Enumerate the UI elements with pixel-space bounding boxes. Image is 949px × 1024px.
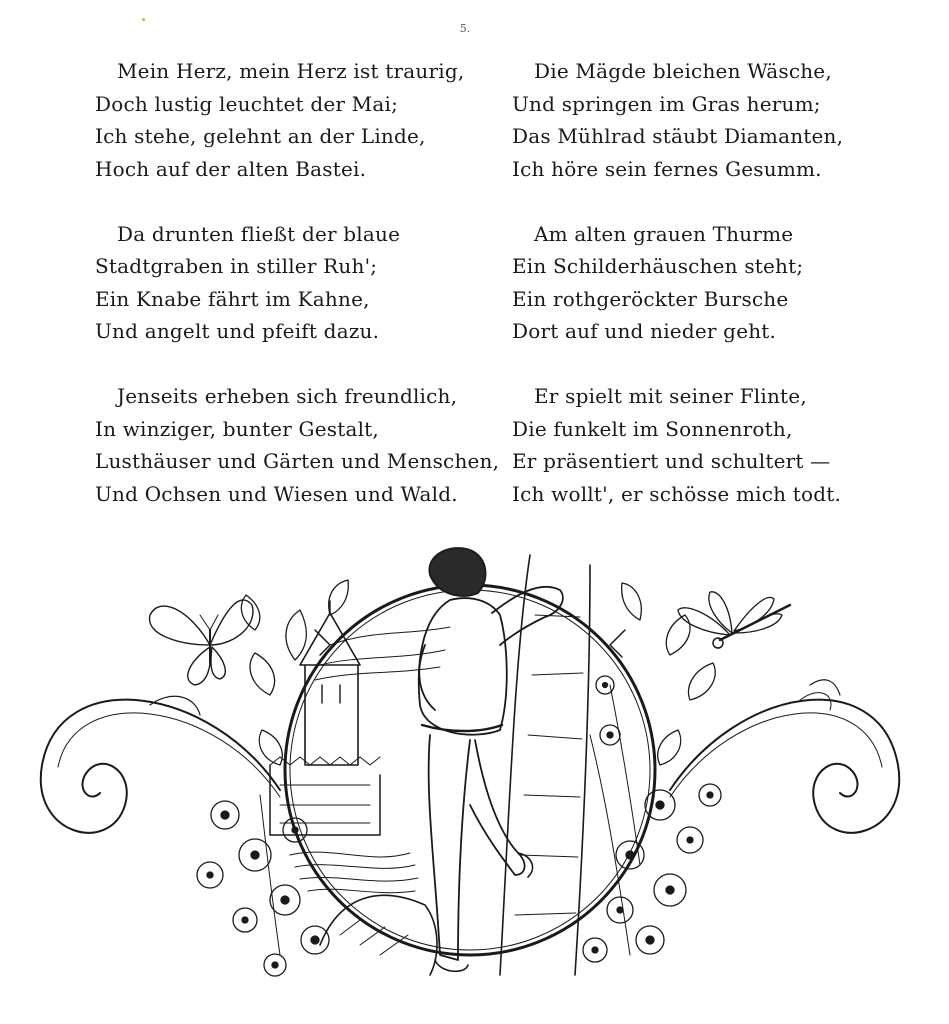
blossom-cluster-left: [197, 801, 329, 976]
verse-line: Lusthäuser und Gärten und Menschen,: [95, 449, 500, 473]
verse-line: Er spielt mit seiner Flinte,: [534, 384, 807, 408]
stanza: [512, 380, 912, 510]
verse-line: Ich stehe, gelehnt an der Linde,: [95, 124, 426, 148]
verse-line: Da drunten fließt der blaue: [117, 221, 401, 246]
boy-figure: [419, 548, 563, 971]
paper-speck: [142, 18, 145, 21]
verse-line: Ich höre sein fernes Gesumm.: [512, 156, 822, 181]
verse-line: Und Ochsen und Wiesen und Wald.: [95, 481, 458, 506]
verse-line: Dort auf und nieder geht.: [512, 319, 777, 343]
stanza: [95, 218, 475, 348]
stanza: [95, 380, 500, 510]
verse-line: Und angelt und pfeift dazu.: [95, 319, 380, 343]
butterfly-icon: [150, 600, 253, 685]
poem-column-right: [512, 55, 912, 543]
verse-line: Die Mägde bleichen Wäsche,: [534, 59, 832, 83]
verse-line: Die funkelt im Sonnenroth,: [512, 416, 793, 441]
poem-column-left: [95, 55, 500, 543]
verse-line: Stadtgraben in stiller Ruh';: [95, 254, 378, 278]
vignette-illustration: [30, 535, 910, 1015]
right-scroll-ornament: [670, 680, 899, 833]
verse-line: Ein Knabe fährt im Kahne,: [95, 286, 370, 311]
verse-line: Ich wollt', er schösse mich todt.: [512, 481, 842, 506]
verse-line: Jenseits erheben sich freundlich,: [117, 384, 458, 408]
page-number: 5.: [459, 22, 471, 35]
verse-line: Hoch auf der alten Bastei.: [95, 156, 367, 181]
verse-line: Ein Schilderhäuschen steht;: [512, 254, 804, 278]
verse-line: Am alten grauen Thurme: [534, 221, 794, 246]
dragonfly-icon: [678, 592, 790, 648]
verse-line: Mein Herz, mein Herz ist traurig,: [117, 59, 465, 83]
left-scroll-ornament: [41, 696, 280, 832]
stanza: [512, 55, 912, 185]
verse-line: Er präsentiert und schultert —: [512, 449, 831, 473]
stanza: [95, 55, 475, 185]
blossom-cluster-right: [583, 676, 721, 962]
verse-line: Und springen im Gras herum;: [512, 91, 821, 116]
verse-line: Doch lustig leuchtet der Mai;: [95, 91, 399, 116]
verse-line: Ein rothgeröckter Bursche: [512, 286, 789, 311]
verse-line: In winziger, bunter Gestalt,: [95, 416, 379, 441]
stanza: [512, 218, 912, 348]
verse-line: Das Mühlrad stäubt Diamanten,: [512, 124, 844, 148]
